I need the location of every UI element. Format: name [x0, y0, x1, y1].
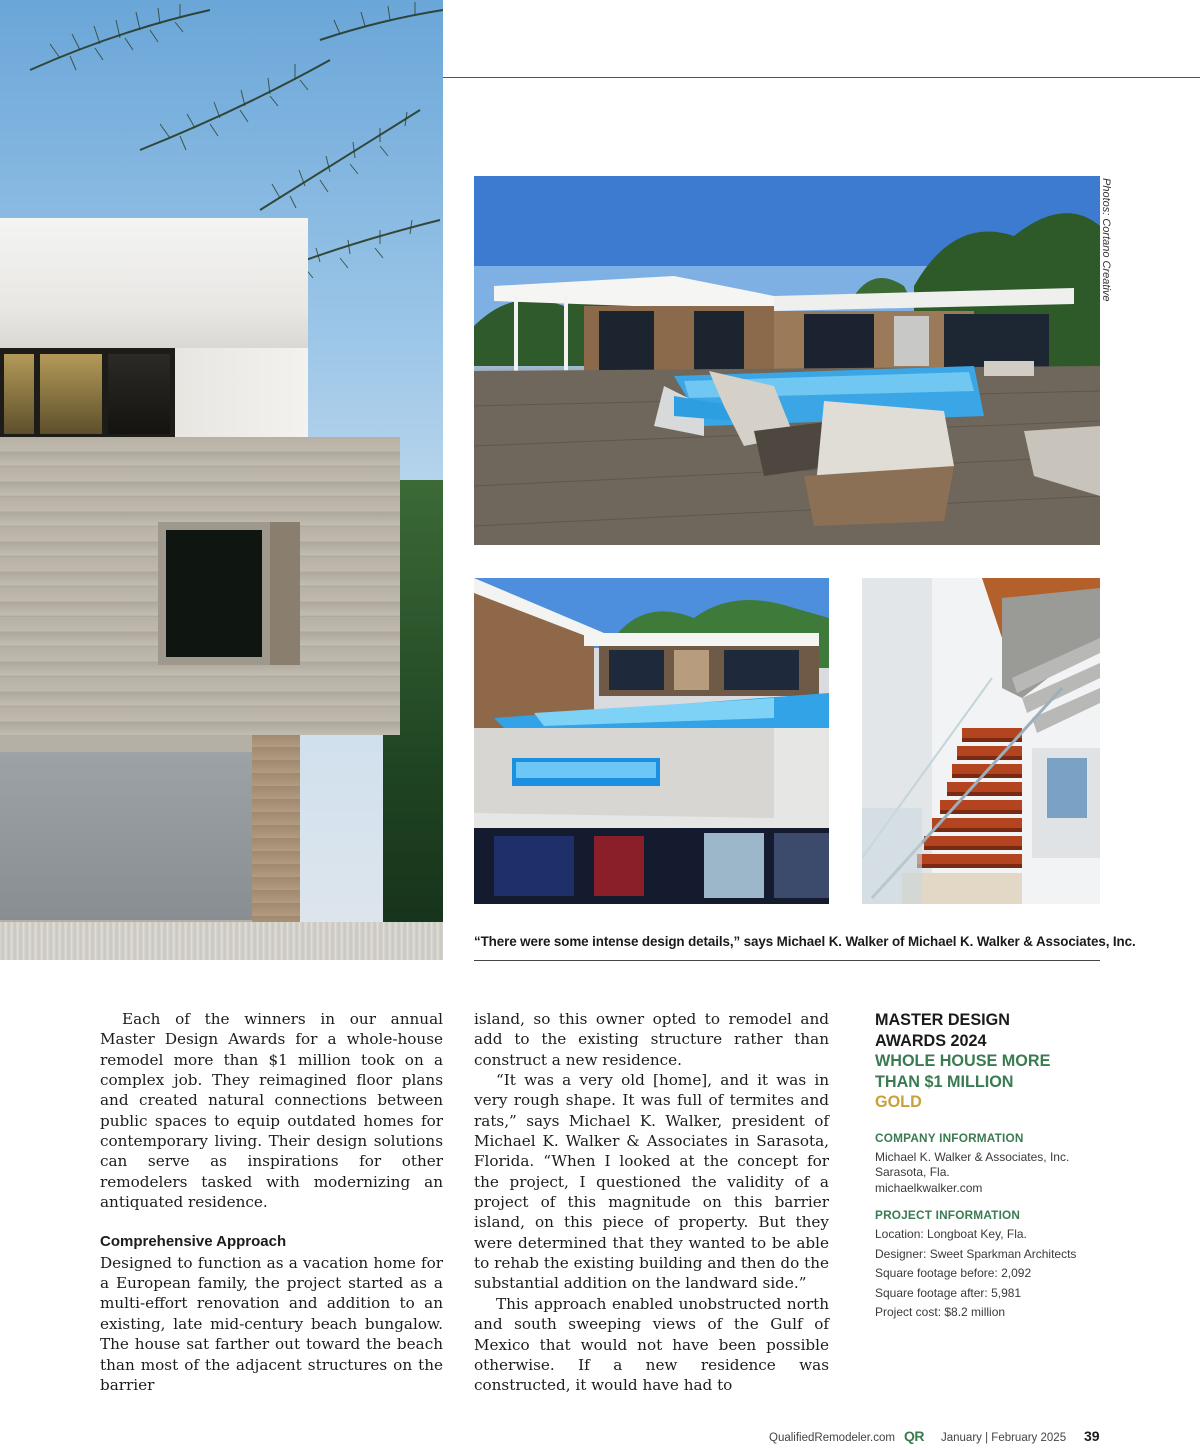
- article-paragraph: Each of the winners in our annual Master Design Awards for a whole-house remodel more than $1 million took on a complex job. They reimagined floor plans and created natural connections between public spaces to equip outdated homes for contemporary living. Their design solutions can serve as inspirations for other remodelers tasked with modernizing an antiquated residence.: [100, 1010, 443, 1212]
- article-paragraph: Designed to function as a vacation home for a European family, the project started as a multi-effort renovation and addition to an existing, late mid-century beach bungalow. The house sat farther out toward the beach than most of the adjacent structures on the barrier: [100, 1253, 443, 1394]
- award-title-line1: MASTER DESIGN: [875, 1011, 1010, 1029]
- company-name: Michael K. Walker & Associates, Inc.: [875, 1149, 1070, 1164]
- pool-deck-photo: [474, 176, 1100, 545]
- company-location: Sarasota, Fla.: [875, 1165, 950, 1179]
- hero-house-photo: [0, 0, 443, 960]
- footer-issue-date: January | February 2025: [941, 1432, 1067, 1444]
- project-designer: Designer: Sweet Sparkman Architects: [875, 1246, 1077, 1261]
- pool-glass-illustration: [474, 578, 829, 904]
- award-category-line1: WHOLE HOUSE MORE: [875, 1052, 1051, 1070]
- photo-credit: Photos: Cortano Creative: [1100, 178, 1112, 302]
- caption-rule: [474, 960, 1100, 961]
- gravel-drive: [0, 922, 443, 960]
- article-paragraph: “It was a very old [home], and it was in very rough shape. It was full of termites and rats,” says Michael K. Walker, president of Michael K. Walker & Associates in Sarasota, Florida. “When I looked at the concept for the project, I questioned the validity of a project of this magnitude on this barrier island, on this piece of property. But they were determined that they wanted to be able to rehab the existing building and then do the substantial addition on the landward side.”: [474, 1071, 829, 1293]
- article-column-1: [100, 1009, 443, 1395]
- pool-glass-photo: [474, 578, 829, 904]
- project-cost: Project cost: $8.2 million: [875, 1305, 1006, 1319]
- award-sidebar: [875, 1010, 1100, 1323]
- staircase-illustration: [862, 578, 1100, 904]
- footer-site: QualifiedRemodeler.com: [769, 1432, 895, 1444]
- company-url: michaelkwalker.com: [875, 1180, 983, 1195]
- roof-overhang: [0, 218, 308, 348]
- staircase-photo: [862, 578, 1100, 904]
- garage-door: [0, 752, 252, 920]
- project-info: [875, 1225, 1100, 1323]
- page-number: 39: [1084, 1428, 1100, 1444]
- article-paragraph: This approach enabled unobstructed north and south sweeping views of the Gulf of Mexico that would not have been possible otherwise. If a new residence was constructed, it would have had to: [474, 1294, 829, 1395]
- project-location: Location: Longboat Key, Fla.: [875, 1227, 1027, 1241]
- wood-cladding: [252, 735, 300, 930]
- footer-logo: QR: [904, 1428, 924, 1444]
- award-category-line2: THAN $1 MILLION: [875, 1072, 1014, 1091]
- company-info-heading: COMPANY INFORMATION: [875, 1130, 1024, 1145]
- article-subhead: Comprehensive Approach: [100, 1233, 287, 1251]
- pool-deck-illustration: [474, 176, 1100, 545]
- upper-window: [0, 348, 175, 438]
- stone-window: [158, 522, 270, 665]
- project-sqft-after: Square footage after: 5,981: [875, 1285, 1022, 1300]
- top-rule: [443, 77, 1200, 78]
- article-column-2: [474, 1009, 829, 1396]
- award-title-line2: AWARDS 2024: [875, 1031, 987, 1050]
- project-info-heading: PROJECT INFORMATION: [875, 1208, 1021, 1222]
- project-sqft-before: Square footage before: 2,092: [875, 1266, 1032, 1280]
- article-paragraph: island, so this owner opted to remodel and add to the existing structure rather than construct a new residence.: [474, 1010, 829, 1069]
- company-info: [875, 1150, 1100, 1197]
- award-level: GOLD: [875, 1093, 922, 1111]
- photo-caption: “There were some intense design details,” says Michael K. Walker of Michael K. Walker & Associates, Inc.: [474, 934, 1136, 949]
- window-reveal: [270, 522, 300, 665]
